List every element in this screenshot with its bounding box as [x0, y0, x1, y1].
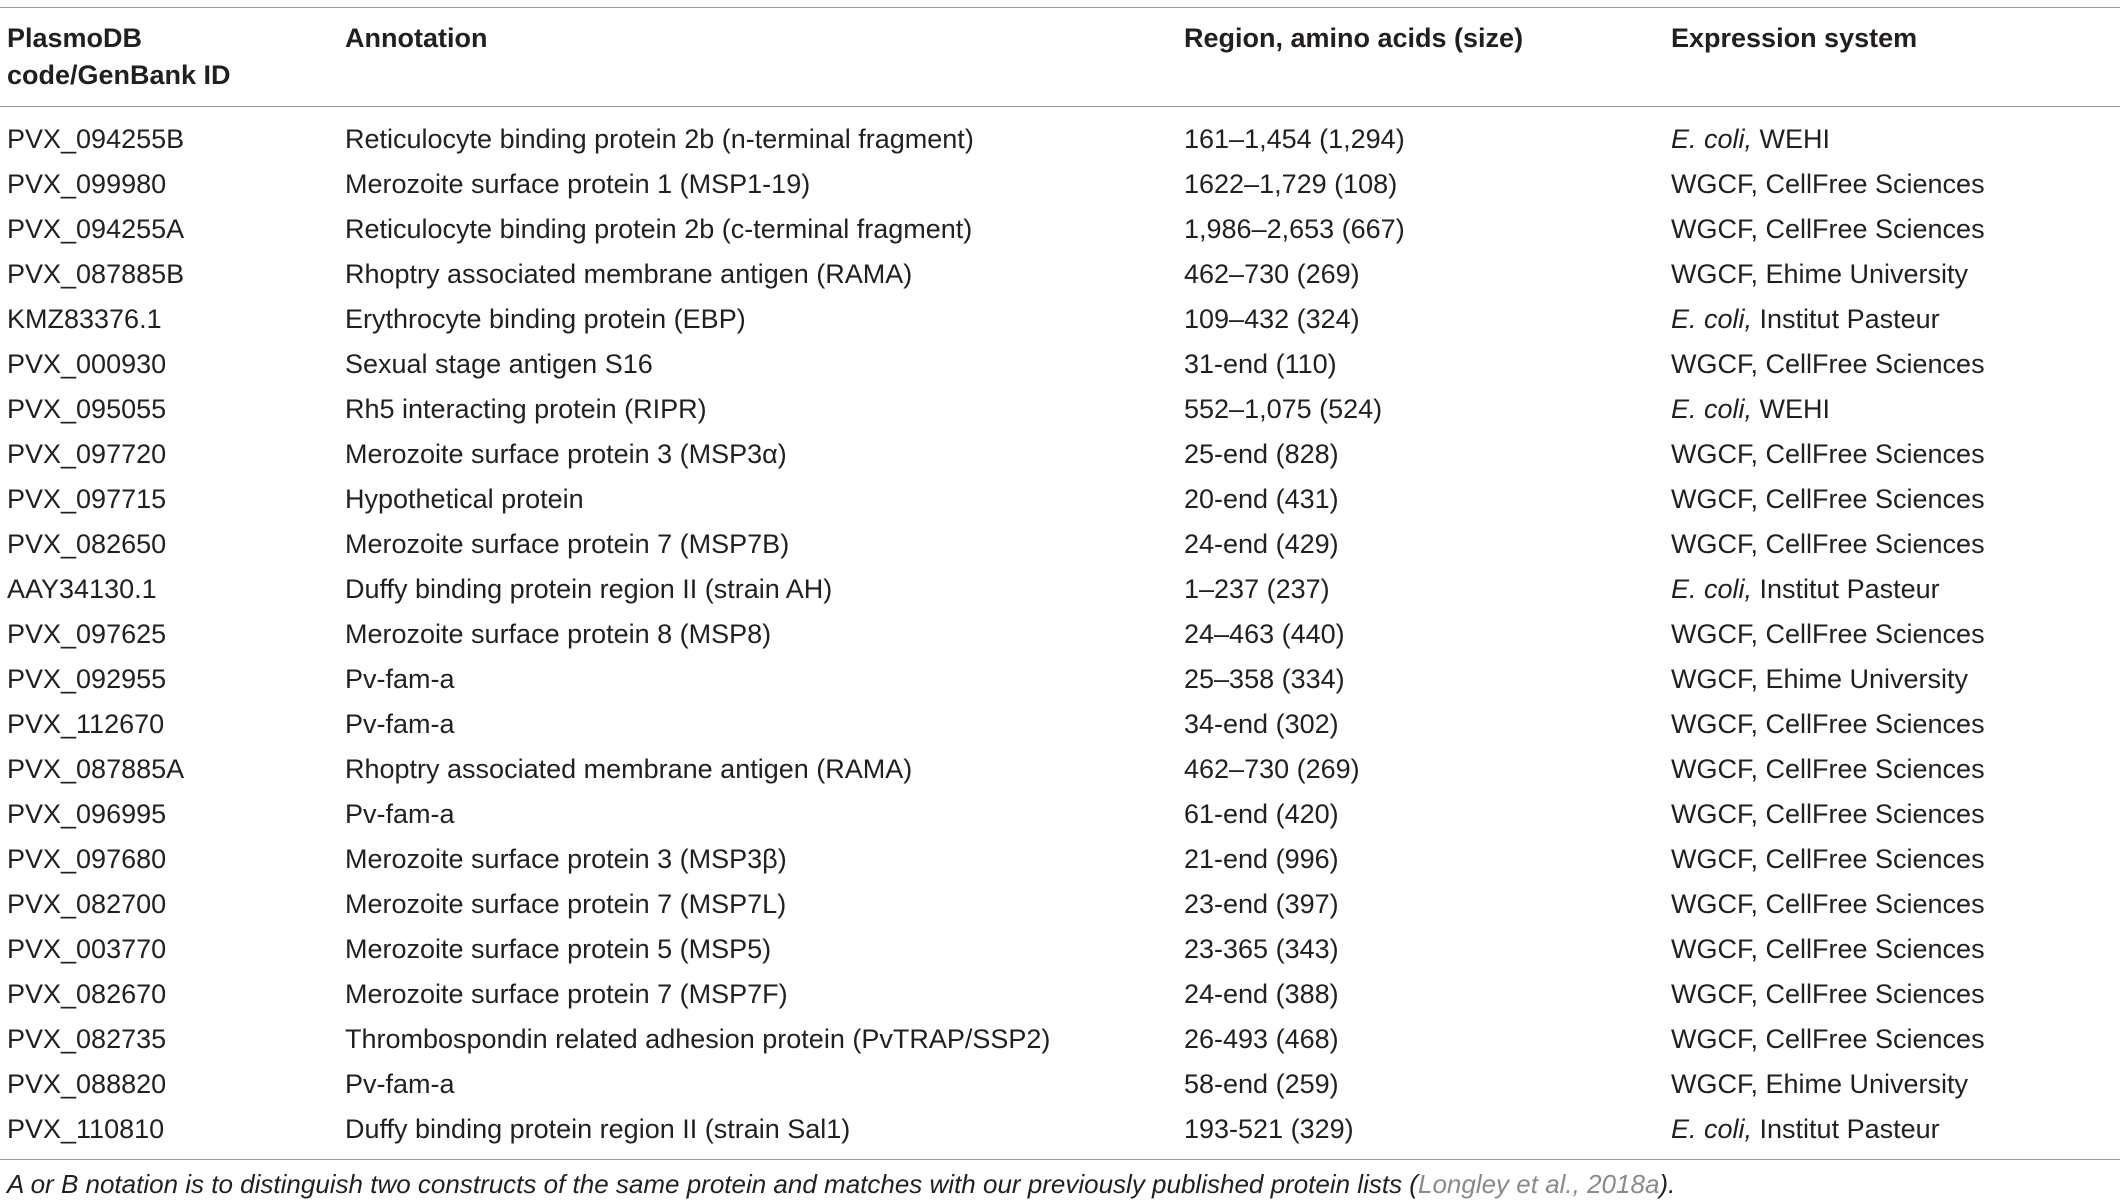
header-annotation: Annotation: [345, 23, 488, 53]
header-expression: Expression system: [1671, 23, 1918, 53]
cell-expression: [1671, 567, 1940, 612]
cell-code: PVX_092955: [7, 664, 167, 694]
cell-expression-source: Institut Pasteur: [1752, 574, 1940, 604]
table-row: [0, 387, 2120, 432]
table-row: [0, 702, 2120, 747]
cell-annotation: Thrombospondin related adhesion protein (PvTRAP/SSP2): [345, 1024, 1051, 1054]
table-row: [0, 252, 2120, 297]
footnote-reference-link[interactable]: Longley et al., 2018a: [1417, 1169, 1660, 1199]
cell-region: 552–1,075 (524): [1184, 394, 1383, 424]
cell-expression-source: WGCF, CellFree Sciences: [1671, 709, 1985, 739]
cell-expression: [1671, 162, 1985, 207]
cell-annotation: Reticulocyte binding protein 2b (n-terminal fragment): [345, 124, 974, 154]
cell-region: 24-end (429): [1184, 529, 1339, 559]
cell-expression-source: WGCF, CellFree Sciences: [1671, 169, 1985, 199]
cell-annotation: Pv-fam-a: [345, 709, 455, 739]
cell-expression-source: WEHI: [1752, 394, 1831, 424]
header-code-line1: PlasmoDB: [7, 23, 143, 53]
cell-code: PVX_082670: [7, 979, 167, 1009]
table-row: [0, 297, 2120, 342]
cell-expression: [1671, 252, 1968, 297]
cell-region: 193-521 (329): [1184, 1114, 1354, 1144]
cell-annotation: Merozoite surface protein 7 (MSP7B): [345, 529, 790, 559]
cell-expression-source: Institut Pasteur: [1752, 1114, 1940, 1144]
cell-expression: [1671, 1062, 1968, 1107]
cell-annotation: Rhoptry associated membrane antigen (RAMA): [345, 259, 913, 289]
cell-expression: [1671, 837, 1985, 882]
table-row: [0, 657, 2120, 702]
cell-expression: [1671, 342, 1985, 387]
table-row: [0, 432, 2120, 477]
cell-code: PVX_003770: [7, 934, 167, 964]
cell-code: PVX_097715: [7, 484, 167, 514]
cell-expression: [1671, 612, 1985, 657]
cell-expression: [1671, 792, 1985, 837]
cell-expression-source: WGCF, CellFree Sciences: [1671, 529, 1985, 559]
cell-expression: [1671, 477, 1985, 522]
cell-expression-source: WGCF, CellFree Sciences: [1671, 934, 1985, 964]
cell-code: PVX_082700: [7, 889, 167, 919]
cell-region: 462–730 (269): [1184, 259, 1360, 289]
cell-annotation: Erythrocyte binding protein (EBP): [345, 304, 746, 334]
cell-region: 1,986–2,653 (667): [1184, 214, 1405, 244]
cell-region: 161–1,454 (1,294): [1184, 124, 1405, 154]
cell-code: PVX_082650: [7, 529, 167, 559]
cell-expression: [1671, 1107, 1940, 1152]
cell-code: PVX_097625: [7, 619, 167, 649]
cell-code: AAY34130.1: [7, 574, 157, 604]
table-row: [0, 837, 2120, 882]
cell-code: PVX_087885B: [7, 259, 185, 289]
cell-region: 25-end (828): [1184, 439, 1339, 469]
cell-annotation: Rhoptry associated membrane antigen (RAMA): [345, 754, 913, 784]
table-footnote: [7, 1166, 1675, 1202]
cell-expression-source: WGCF, Ehime University: [1671, 1069, 1969, 1099]
cell-code: PVX_082735: [7, 1024, 167, 1054]
table-header-row: [0, 20, 2120, 100]
table-row: [0, 162, 2120, 207]
header-region: Region, amino acids (size): [1184, 23, 1524, 53]
cell-region: 58-end (259): [1184, 1069, 1339, 1099]
table-top-rule: [0, 7, 2120, 8]
cell-region: 26-493 (468): [1184, 1024, 1339, 1054]
cell-annotation: Merozoite surface protein 5 (MSP5): [345, 934, 772, 964]
cell-region: 31-end (110): [1184, 349, 1337, 379]
cell-expression: [1671, 297, 1940, 342]
cell-annotation: Merozoite surface protein 1 (MSP1-19): [345, 169, 811, 199]
cell-code: PVX_095055: [7, 394, 167, 424]
cell-expression-source: WGCF, CellFree Sciences: [1671, 484, 1985, 514]
cell-expression-source: WGCF, CellFree Sciences: [1671, 619, 1985, 649]
cell-expression-organism: E. coli,: [1671, 1114, 1753, 1144]
cell-expression-source: WGCF, Ehime University: [1671, 259, 1969, 289]
cell-region: 21-end (996): [1184, 844, 1339, 874]
cell-expression-source: WGCF, CellFree Sciences: [1671, 844, 1985, 874]
table-row: [0, 1017, 2120, 1062]
cell-annotation: Merozoite surface protein 8 (MSP8): [345, 619, 772, 649]
cell-expression-source: WGCF, CellFree Sciences: [1671, 979, 1985, 1009]
header-code-line2: code/GenBank ID: [7, 60, 231, 90]
cell-region: 1622–1,729 (108): [1184, 169, 1398, 199]
table-row: [0, 792, 2120, 837]
cell-expression-source: WGCF, CellFree Sciences: [1671, 214, 1985, 244]
cell-expression-source: WGCF, CellFree Sciences: [1671, 799, 1985, 829]
cell-region: 34-end (302): [1184, 709, 1339, 739]
cell-code: PVX_088820: [7, 1069, 167, 1099]
cell-expression-source: WGCF, Ehime University: [1671, 664, 1969, 694]
cell-region: 23-365 (343): [1184, 934, 1339, 964]
table-row: [0, 477, 2120, 522]
table-row: [0, 882, 2120, 927]
cell-annotation: Merozoite surface protein 7 (MSP7L): [345, 889, 787, 919]
cell-expression-organism: E. coli,: [1671, 304, 1753, 334]
cell-expression: [1671, 387, 1830, 432]
cell-region: 25–358 (334): [1184, 664, 1345, 694]
cell-region: 23-end (397): [1184, 889, 1339, 919]
cell-annotation: Sexual stage antigen S16: [345, 349, 653, 379]
cell-expression-organism: E. coli,: [1671, 574, 1753, 604]
table-row: [0, 1107, 2120, 1152]
table-row: [0, 117, 2120, 162]
cell-code: PVX_094255A: [7, 214, 185, 244]
table-row: [0, 567, 2120, 612]
table-row: [0, 1062, 2120, 1107]
cell-code: PVX_087885A: [7, 754, 185, 784]
cell-annotation: Duffy binding protein region II (strain Sal1): [345, 1114, 851, 1144]
cell-expression: [1671, 927, 1985, 972]
cell-expression-source: WGCF, CellFree Sciences: [1671, 889, 1985, 919]
footnote-text: A or B notation is to distinguish two constructs of the same protein and matches with our previously published protein lists (: [7, 1169, 1418, 1199]
cell-region: 61-end (420): [1184, 799, 1339, 829]
table-bottom-rule: [0, 1159, 2120, 1160]
cell-expression: [1671, 432, 1985, 477]
cell-code: PVX_097720: [7, 439, 167, 469]
cell-annotation: Merozoite surface protein 7 (MSP7F): [345, 979, 788, 1009]
cell-region: 20-end (431): [1184, 484, 1339, 514]
cell-region: 462–730 (269): [1184, 754, 1360, 784]
cell-expression: [1671, 117, 1830, 162]
table-row: [0, 972, 2120, 1017]
table-row: [0, 747, 2120, 792]
cell-expression-source: WGCF, CellFree Sciences: [1671, 1024, 1985, 1054]
cell-code: PVX_099980: [7, 169, 167, 199]
cell-region: 24-end (388): [1184, 979, 1339, 1009]
table-body: [0, 117, 2120, 1152]
cell-annotation: Pv-fam-a: [345, 799, 455, 829]
cell-code: PVX_112670: [7, 709, 165, 739]
cell-expression-source: Institut Pasteur: [1752, 304, 1940, 334]
cell-region: 24–463 (440): [1184, 619, 1345, 649]
cell-expression: [1671, 882, 1985, 927]
cell-expression: [1671, 522, 1985, 567]
cell-expression-source: WGCF, CellFree Sciences: [1671, 754, 1985, 784]
cell-expression: [1671, 207, 1985, 252]
cell-expression: [1671, 1017, 1985, 1062]
cell-expression: [1671, 972, 1985, 1017]
cell-expression: [1671, 702, 1985, 747]
cell-code: PVX_000930: [7, 349, 167, 379]
cell-annotation: Rh5 interacting protein (RIPR): [345, 394, 707, 424]
cell-code: PVX_094255B: [7, 124, 185, 154]
cell-expression-source: WGCF, CellFree Sciences: [1671, 439, 1985, 469]
cell-region: 1–237 (237): [1184, 574, 1330, 604]
cell-annotation: Pv-fam-a: [345, 664, 455, 694]
cell-annotation: Hypothetical protein: [345, 484, 584, 514]
cell-expression: [1671, 657, 1968, 702]
cell-expression: [1671, 747, 1985, 792]
table-row: [0, 612, 2120, 657]
header-code: [7, 20, 327, 94]
cell-annotation: Merozoite surface protein 3 (MSP3α): [345, 439, 787, 469]
cell-annotation: Merozoite surface protein 3 (MSP3β): [345, 844, 787, 874]
cell-annotation: Reticulocyte binding protein 2b (c-terminal fragment): [345, 214, 973, 244]
cell-region: 109–432 (324): [1184, 304, 1360, 334]
table-row: [0, 342, 2120, 387]
cell-code: KMZ83376.1: [7, 304, 162, 334]
footnote-end: ).: [1659, 1169, 1676, 1199]
cell-code: PVX_110810: [7, 1114, 165, 1144]
cell-expression-organism: E. coli,: [1671, 124, 1753, 154]
cell-annotation: Pv-fam-a: [345, 1069, 455, 1099]
cell-expression-organism: E. coli,: [1671, 394, 1753, 424]
table-header-rule: [0, 106, 2120, 107]
cell-expression-source: WGCF, CellFree Sciences: [1671, 349, 1985, 379]
table-row: [0, 207, 2120, 252]
cell-annotation: Duffy binding protein region II (strain AH): [345, 574, 833, 604]
cell-code: PVX_096995: [7, 799, 167, 829]
cell-code: PVX_097680: [7, 844, 167, 874]
cell-expression-source: WEHI: [1752, 124, 1831, 154]
table-row: [0, 522, 2120, 567]
table-row: [0, 927, 2120, 972]
